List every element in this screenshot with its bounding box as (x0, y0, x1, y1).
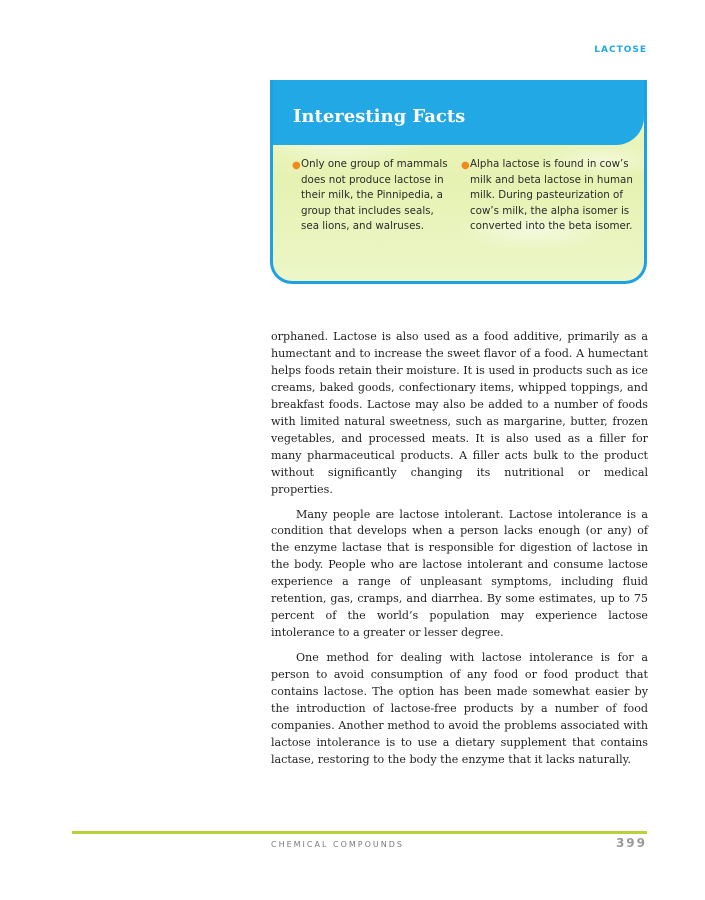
fact-text: Only one group of mammals does not produce lactose in their milk, the Pinnipedia, a group that includes seals, sea lions, and walruses. (301, 158, 448, 233)
footer-rule (72, 831, 647, 834)
facts-header (273, 80, 644, 145)
paragraph: One method for dealing with lactose intolerance is for a person to avoid consumption of any food or food product that contains lactose. The option has been made somewhat easier by the introduction of lactose-free products by a number of food companies. Another method to avoid the problems associated with lactose intolerance is to use a dietary supplement that contains lactase, restoring to the body the enzyme that it lacks naturally. (271, 651, 648, 766)
running-head: LACTOSE (594, 45, 647, 55)
page-number: 399 (615, 836, 647, 850)
fact-item (292, 157, 454, 235)
paragraph: Many people are lactose intolerant. Lactose intolerance is a condition that develops when a person lacks enough (or any) of the enzyme lactase that is responsible for digestion of lactose in the body. People who are lactose intolerant and consume lactose experience a range of unpleasant symptoms, including fluid retention, gas, cramps, and diarrhea. By some estimates, up to 75 percent of the world’s population may experience lactose intolerance to a greater or lesser degree. (271, 507, 648, 640)
facts-title: Interesting Facts (293, 106, 466, 127)
bullet-icon: ● (292, 160, 301, 171)
bullet-icon: ● (461, 160, 470, 171)
body-text (271, 329, 648, 777)
interesting-facts-box (270, 80, 647, 284)
fact-item (461, 157, 638, 235)
fact-text: Alpha lactose is found in cow’s milk and beta lactose in human milk. During pasteurization of cow’s milk, the alpha isomer is converted into the beta isomer. (470, 158, 633, 233)
footer-book-title: CHEMICAL COMPOUNDS (271, 840, 404, 849)
paragraph: orphaned. Lactose is also used as a food additive, primarily as a humectant and to increase the sweet flavor of a food. A humectant helps foods retain their moisture. It is used in products such as ice creams, baked goods, confectionary items, whipped toppings, and breakfast foods. Lactose may also be added to a number of foods with limited natural sweetness, such as margarine, butter, frozen vegetables, and processed meats. It is also used as a filler for many pharmaceutical products. A filler acts bulk to the product without significantly changing its nutritional or medical properties. (271, 330, 648, 496)
